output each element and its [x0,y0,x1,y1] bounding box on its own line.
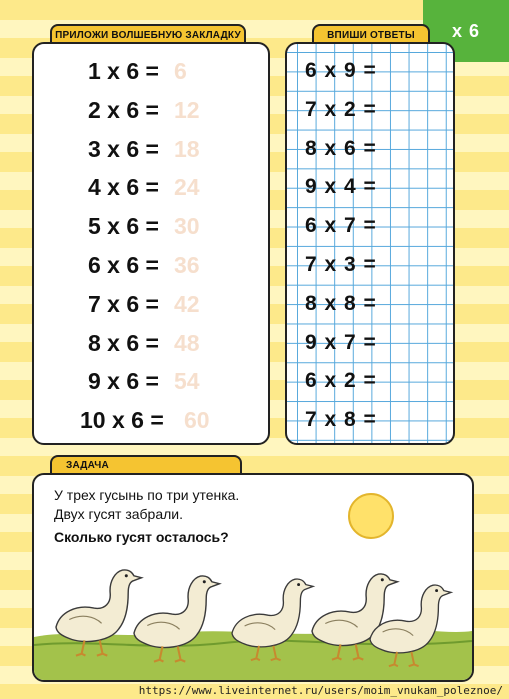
table-answer: 36 [174,252,200,278]
sun-icon [346,491,396,541]
table-expression: 7 x 6 = [88,290,159,317]
exercise-item: 7 x 8 = [305,408,377,432]
table-expression: 10 x 6 = [80,407,164,434]
table-answer: 6 [174,58,187,84]
task-tab: ЗАДАЧА [50,455,242,474]
table-row [34,330,268,366]
table-row [34,252,268,288]
table-expression: 8 x 6 = [88,329,159,356]
table-row [34,291,268,327]
exercise-item: 9 x 4 = [305,175,377,199]
table-row [34,368,268,404]
task-question: Сколько гусят осталось? [54,529,229,545]
table-answer: 30 [174,213,200,240]
source-url: https://www.liveinternet.ru/users/moim_vnukam_poleznoe/ [138,684,503,697]
task-panel [32,473,474,682]
task-text-line-2: Двух гусят забрали. [54,506,184,522]
table-expression: 5 x 6 = [88,213,159,240]
exercise-item: 6 x 9 = [305,59,377,82]
table-row [34,136,268,172]
table-answer: 12 [174,96,200,123]
table-row [34,58,268,94]
table-expression: 9 x 6 = [88,368,159,395]
table-expression: 1 x 6 = [88,58,159,84]
table-expression: 3 x 6 = [88,135,159,162]
exercise-item: 6 x 7 = [305,214,377,238]
table-answer: 18 [174,135,200,162]
exercise-item: 8 x 6 = [305,136,377,160]
exercise-item: 6 x 2 = [305,369,377,393]
table-answer: 48 [174,329,200,356]
table-answer: 42 [174,290,200,317]
table-answer: 24 [174,174,200,201]
table-row [34,97,268,133]
right-panel-tab: ВПИШИ ОТВЕТЫ [312,24,430,45]
table-expression: 6 x 6 = [88,252,159,278]
exercise-item: 9 x 7 = [305,330,377,354]
task-text-line-1: У трех гусынь по три утенка. [54,487,240,503]
geese-illustration [34,565,472,680]
exercise-item: 8 x 8 = [305,291,377,315]
exercises-grid-panel [285,42,455,445]
table-answer: 60 [184,407,210,434]
exercise-item: 7 x 3 = [305,253,377,276]
exercise-item: 7 x 2 = [305,97,377,121]
left-panel-tab: ПРИЛОЖИ ВОЛШЕБНУЮ ЗАКЛАДКУ [50,24,246,45]
exercise-grid [297,52,445,440]
table-row [34,407,268,443]
multiplier-badge: x 6 [423,0,509,62]
multiplication-table-panel [32,42,270,445]
table-row [34,174,268,210]
table-expression: 4 x 6 = [88,174,159,201]
table-expression: 2 x 6 = [88,96,159,123]
table-row [34,213,268,249]
table-answer: 54 [174,368,200,395]
